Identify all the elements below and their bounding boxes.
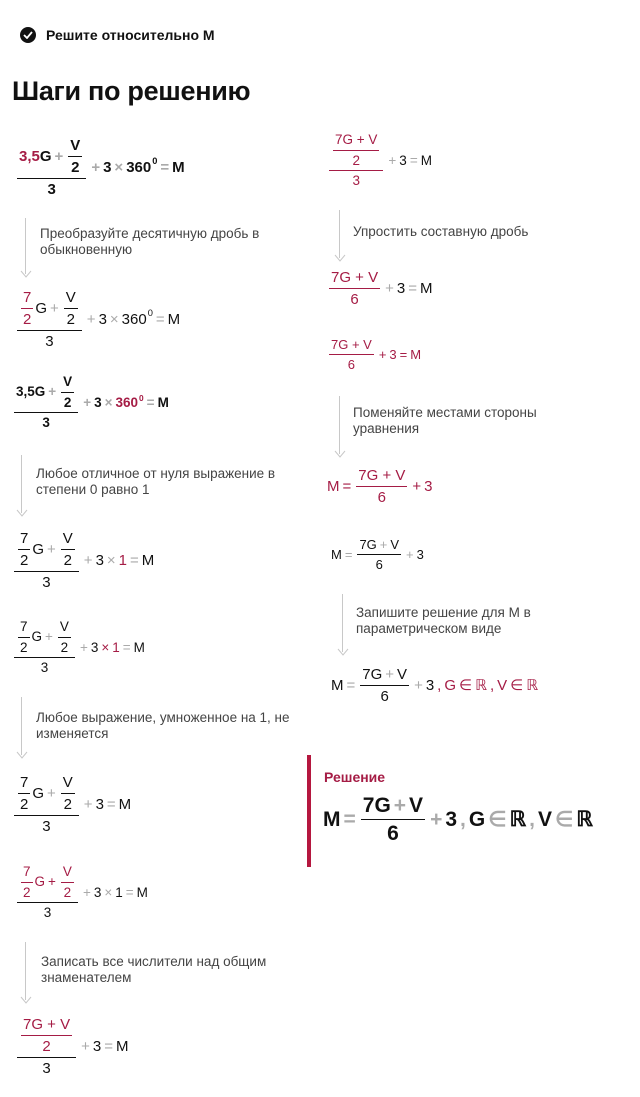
step-arrow [20, 218, 32, 278]
step-arrow [334, 396, 346, 458]
math-step: 3,5 G + $\frac{V}{2}$ 3 + 3 × 360 0 = M [19, 137, 185, 198]
math-step: $\frac{\frac{7G + V}{2}}{3}$ + 3 = M [327, 133, 432, 188]
math-step: M = 7G + V 6 + 3 [331, 537, 424, 572]
step-arrow [16, 455, 28, 517]
step-arrow [20, 942, 32, 1004]
step-arrow [334, 210, 346, 262]
problem-header [20, 27, 215, 43]
math-step: $\frac{7}{2}$ G + $\frac{V}{2}$ 3 + 3 × 1 = M [12, 620, 145, 675]
math-step: $\frac{7G + V}{6}$ + 3 = M [331, 337, 422, 372]
page-title: Шаги по решению [12, 76, 251, 106]
math-step: $\frac{7}{2}$ G + $\frac{V}{2}$ 3 + 3 × 1 = M [15, 865, 148, 920]
solution-box [307, 755, 611, 867]
step-hint: Поменяйте местами стороны уравнения [353, 405, 537, 436]
math-step: $\frac{7}{2}$ G + $\frac{V}{2}$ 3 + 3 × 1 = M [12, 531, 154, 590]
step-hint: Запишите решение для M в параметрическом виде [356, 605, 531, 636]
step-hint: Любое отличное от нуля выражение в степени 0 равно 1 [36, 466, 276, 497]
math-step: $\frac{7}{2}$ G + $\frac{V}{2}$ 3 + 3 = M [12, 775, 131, 834]
step-arrow [16, 697, 28, 759]
step-hint: Преобразуйте десятичную дробь в обыкновенную [40, 226, 260, 257]
problem-label: Решите относительно M [46, 27, 215, 43]
step-hint: Упростить составную дробь [353, 224, 529, 239]
step-hint: Записать все числители над общим знаменателем [41, 954, 267, 985]
check-icon [20, 27, 36, 43]
math-step: $\frac{7}{2}$ G + $\frac{V}{2}$ 3 + 3 × 360 0 = M [15, 290, 180, 349]
math-step: 3,5G + $\frac{V}{2}$ 3 + 3 × $360^0$ = M [16, 374, 169, 430]
math-step: $\frac{\frac{7G + V}{2}}{3}$ + 3 = M [15, 1017, 128, 1076]
solution-title: Решение [324, 769, 386, 785]
solution-formula: M = 7G + V 6 + 3 , G ∈ ℝ , V ∈ ℝ [323, 794, 593, 845]
step-arrow [337, 594, 349, 656]
math-step: M = $\frac{7G + V}{6}$ + 3 [327, 467, 433, 506]
math-step: M = 7G + V 6 + 3 , G ∈ ℝ , V ∈ ℝ [331, 666, 539, 705]
step-hint: Любое выражение, умноженное на 1, не изменяется [36, 710, 290, 741]
math-step: $\frac{7G + V}{6}$ + 3 = M [331, 269, 433, 308]
